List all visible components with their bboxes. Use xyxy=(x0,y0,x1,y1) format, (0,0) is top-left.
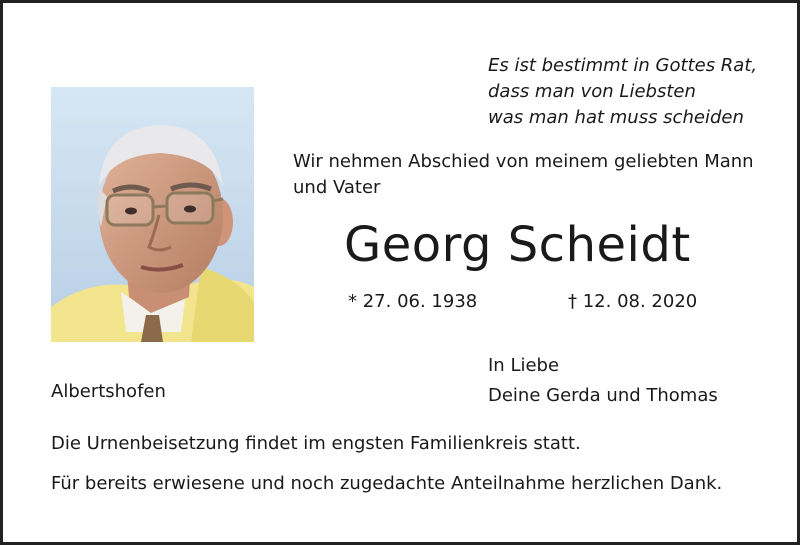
verse-line-2: dass man von Liebsten xyxy=(488,81,696,102)
verse-line-3: was man hat muss scheiden xyxy=(488,107,744,128)
place-name: Albertshofen xyxy=(51,381,166,402)
closing-line-1: In Liebe xyxy=(488,355,560,376)
closing-line-2: Deine Gerda und Thomas xyxy=(488,385,718,406)
thanks-note: Für bereits erwiesene und noch zugedachte Anteilnahme herzlichen Dank. xyxy=(51,473,723,494)
intro-line-2: und Vater xyxy=(293,177,381,198)
intro-text xyxy=(293,149,754,201)
birth-date: * 27. 06. 1938 xyxy=(348,291,478,312)
deceased-name: Georg Scheidt xyxy=(344,217,691,273)
closing-signature xyxy=(488,351,718,411)
memorial-verse xyxy=(488,53,757,131)
burial-note: Die Urnenbeisetzung findet im engsten Familienkreis statt. xyxy=(51,433,581,454)
intro-line-1: Wir nehmen Abschied von meinem geliebten Mann xyxy=(293,151,754,172)
verse-line-1: Es ist bestimmt in Gottes Rat, xyxy=(488,55,758,76)
death-date: † 12. 08. 2020 xyxy=(568,291,698,312)
portrait-photo xyxy=(51,87,254,342)
